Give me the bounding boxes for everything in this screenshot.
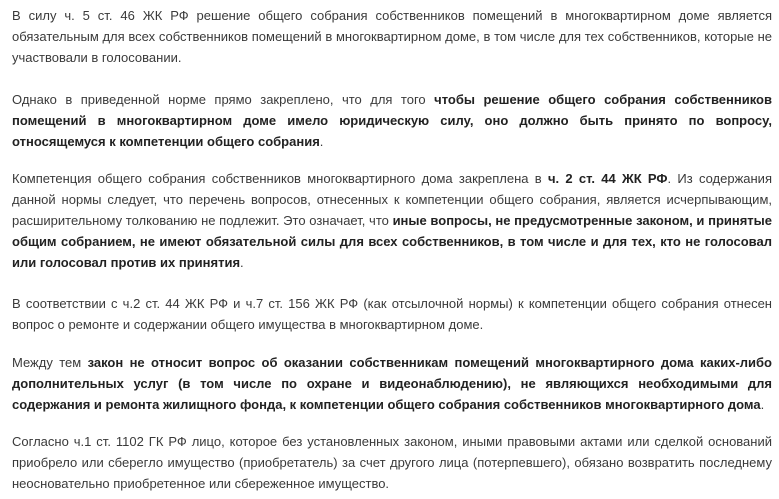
text-segment: Согласно ч.1 ст. 1102 ГК РФ лицо, которое без установленных законом, иными правовыми актами или сделкой оснований приобрело или сберегло имущество (приобретатель) за счет другого лица (потерпевшего), обязано возвратить последнему неосновательно приобретенное или сбереженное имущество. (12, 434, 772, 491)
text-segment: . Из содержания данной нормы следует, что перечень вопросов, отнесенных к компетенции общего собрания, является исчерпывающим, расширительному толкованию не подлежит. Это означает, что (12, 171, 772, 228)
text-segment-bold: закон не относит вопрос об оказании собственникам помещений многоквартирного дома каких-либо дополнительных услуг (в том числе по охране и видеонаблюдению), не являющихся необходимыми для содержания и ремонта жилищного фонда, к компетенции общего собрания собственников многоквартирного дома (12, 355, 772, 412)
text-segment: В соответствии с ч.2 ст. 44 ЖК РФ и ч.7 ст. 156 ЖК РФ (как отсылочной нормы) к компетенции общего собрания отнесен вопрос о ремонте и содержании общего имущества в многоквартирном доме. (12, 296, 772, 332)
text-segment: . (760, 397, 765, 412)
text-segment: . (319, 134, 324, 149)
text-segment-bold: ч. 2 ст. 44 ЖК РФ (547, 171, 668, 186)
text-segment: Между тем (12, 355, 88, 370)
text-segment-bold: иные вопросы, не предусмотренные законом, и принятые общим собранием, не имеют обязательной силы для всех собственников, в том числе и для тех, кто не голосовал или голосовал против их принятия (12, 213, 773, 270)
text-segment: Однако в приведенной норме прямо закреплено, что для того (12, 92, 435, 107)
paragraph-additional-services (12, 352, 772, 415)
text-segment-bold: чтобы решение общего собрания собственников помещений в многоквартирном доме имело юридическую силу, оно должно быть принято по вопросу, относящемуся к компетенции общего собрания (12, 92, 772, 149)
paragraph-binding-decision (12, 5, 772, 68)
paragraph-unjust-enrichment (12, 431, 772, 494)
paragraph-repair-maintenance (12, 293, 772, 335)
text-segment: В силу ч. 5 ст. 46 ЖК РФ решение общего собрания собственников помещений в многоквартирном доме является обязательным для всех собственников помещений в многоквартирном доме, в том числе для тех собственников, которые не участвовали в голосовании. (12, 8, 772, 65)
paragraph-competence (12, 168, 772, 273)
text-segment: . (240, 255, 244, 270)
paragraph-legal-force (12, 89, 772, 152)
text-segment: Компетенция общего собрания собственников многоквартирного дома закреплена в (12, 171, 548, 186)
